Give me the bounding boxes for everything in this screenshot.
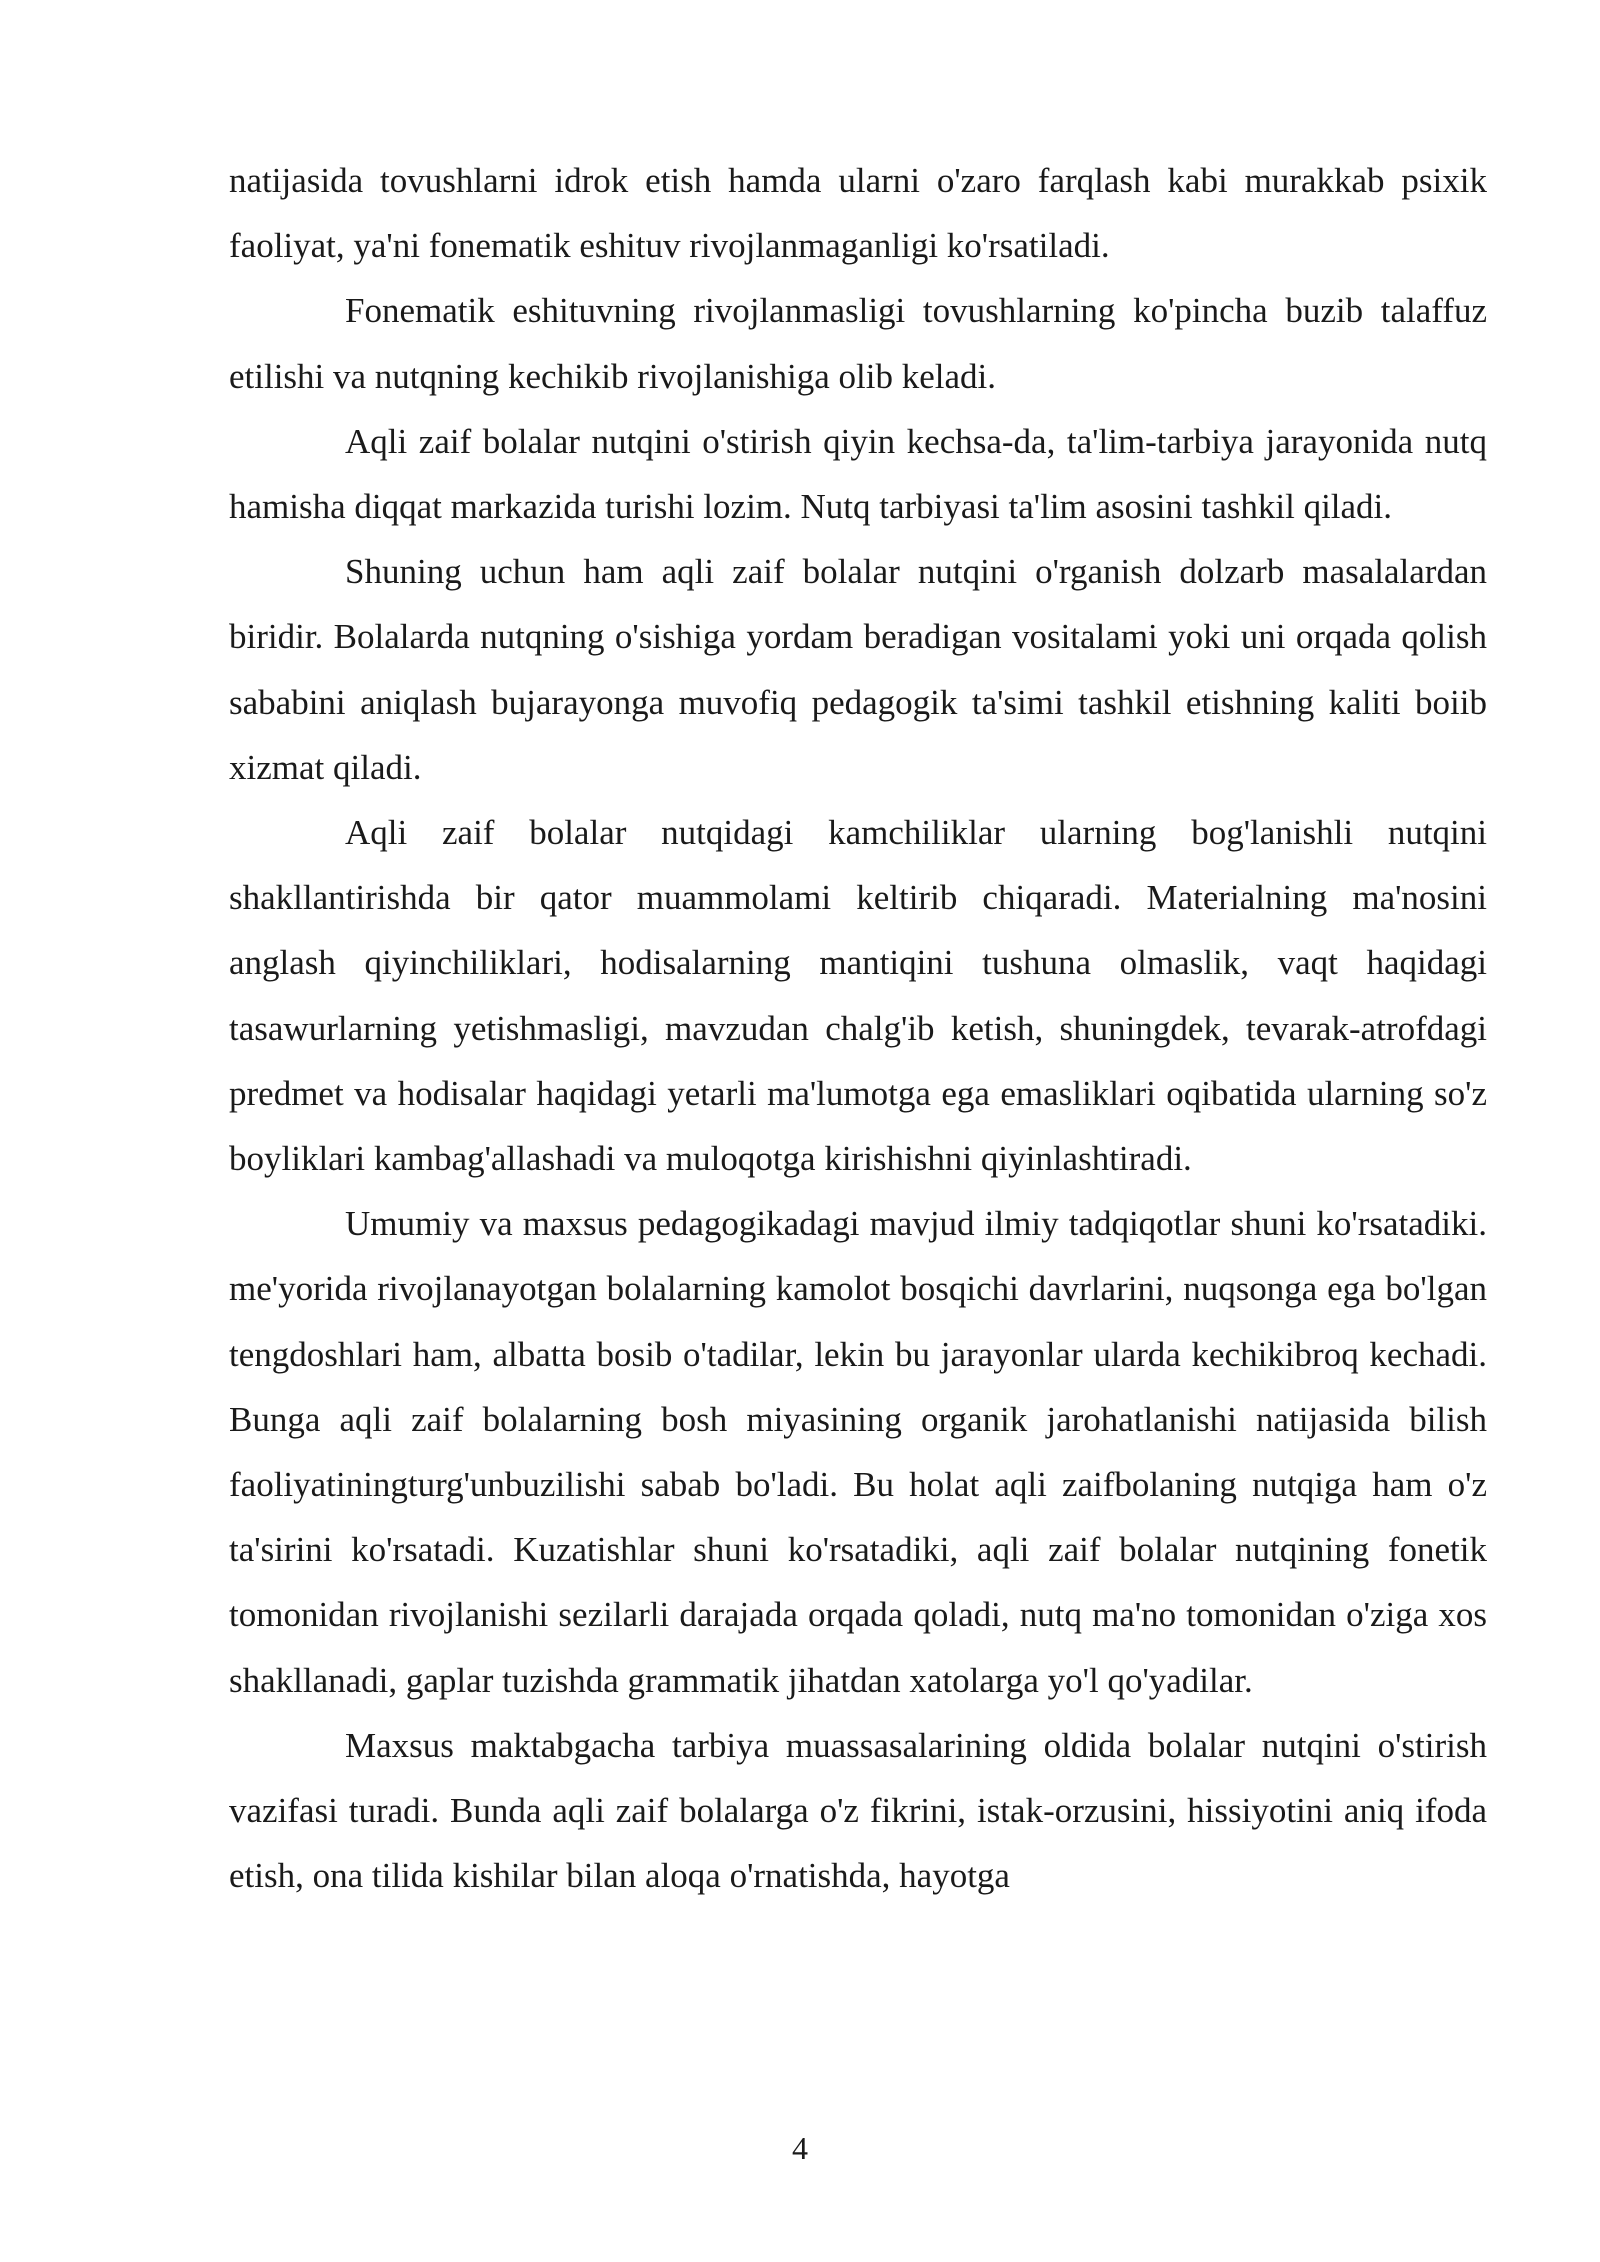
paragraph-6: Umumiy va maxsus pedagogikadagi mavjud ilmiy tadqiqotlar shuni ko'rsatadiki. me'yorida rivojlanayotgan bolalarning kamolot bosqichi davrlarini, nuqsonga ega bo'lgan tengdoshlari ham, albatta bosib o'tadilar, lekin bu jarayonlar ularda kechikibroq kechadi. Bunga aqli zaif bolalarning bosh miyasining organik jarohatlanishi natijasida bilish faoliyatiningturg'unbuzilishi sabab bo'ladi. Bu holat aqli zaifbolaning nutqiga ham o'z ta'sirini ko'rsatadi. Kuzatishlar shuni ko'rsatadiki, aqli zaif bolalar nutqining fonetik tomonidan rivojlanishi sezilarli darajada orqada qoladi, nutq ma'no tomonidan o'ziga xos shakllanadi, gaplar tuzishda grammatik jihatdan xatolarga yo'l qo'yadilar. <box>229 1204 1487 1700</box>
page-number: 4 <box>792 2130 808 2166</box>
body-text <box>229 148 1487 1908</box>
paragraph-5: Aqli zaif bolalar nutqidagi kamchiliklar ularning bog'lanishli nutqini shakllantirishda bir qator muammolami keltirib chiqaradi. Materialning ma'nosini anglash qiyinchiliklari, hodisalarning mantiqini tushuna olmaslik, vaqt haqidagi tasawurlarning yetishmasligi, mavzudan chalg'ib ketish, shuningdek, tevarak-atrofdagi predmet va hodisalar haqidagi yetarli ma'lumotga ega emasliklari oqibatida ularning so'z boyliklari kambag'allashadi va muloqotga kirishishni qiyinlashtiradi. <box>229 813 1487 1179</box>
paragraph-3: Aqli zaif bolalar nutqini o'stirish qiyin kechsa-da, ta'lim-tarbiya jarayonida nutq hamisha diqqat markazida turishi lozim. Nutq tarbiyasi ta'lim asosini tashkil qiladi. <box>229 421 1487 527</box>
paragraph-1-continuation: natijasida tovushlarni idrok etish hamda ularni o'zaro farqlash kabi murakkab psixik faoliyat, ya'ni fonematik eshituv rivojlanmaganligi ko'rsatiladi. <box>229 161 1487 266</box>
paragraph-2: Fonematik eshituvning rivojlanmasligi tovushlarning ko'pincha buzib talaffuz etilishi va nutqning kechikib rivojlanishiga olib keladi. <box>229 291 1487 396</box>
paragraph-4: Shuning uchun ham aqli zaif bolalar nutqini o'rganish dolzarb masalalardan biridir. Bolalarda nutqning o'sishiga yordam beradigan vositalami yoki uni orqada qolish sababini aniqlash bujarayonga muvofiq pedagogik ta'simi tashkil etishning kaliti boiib xizmat qiladi. <box>229 552 1487 787</box>
paragraph-7: Maxsus maktabgacha tarbiya muassasalarining oldida bolalar nutqini o'stirish vazifasi turadi. Bunda aqli zaif bolalarga o'z fikrini, istak-orzusini, hissiyotini aniq ifoda etish, ona tilida kishilar bilan aloqa o'rnatishda, hayotga <box>229 1725 1487 1896</box>
